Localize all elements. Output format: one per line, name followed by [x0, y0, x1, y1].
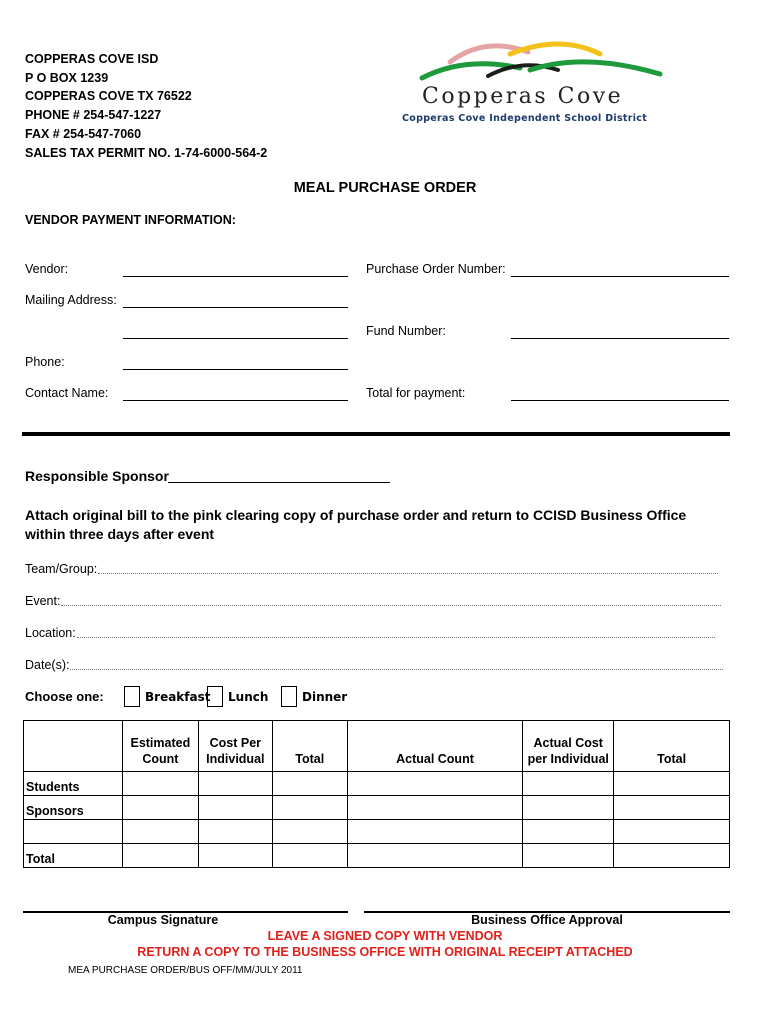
dates-row	[25, 658, 723, 672]
table-cell[interactable]	[347, 796, 523, 820]
table-row	[24, 796, 730, 820]
instructions-text: Attach original bill to the pink clearing copy of purchase order and return to CCISD Business Office within three days after event	[25, 507, 687, 542]
table-cell[interactable]	[198, 796, 272, 820]
table-cell[interactable]	[347, 820, 523, 844]
lunch-label: Lunch	[228, 690, 269, 704]
table-row	[24, 820, 730, 844]
row-label: Total	[24, 844, 123, 868]
address-line: COPPERAS COVE ISD	[25, 52, 159, 66]
table-row	[24, 772, 730, 796]
table-cell[interactable]	[614, 796, 730, 820]
table-cell[interactable]	[523, 820, 614, 844]
table-cell[interactable]	[272, 772, 347, 796]
table-cell[interactable]	[347, 772, 523, 796]
table-cell[interactable]	[198, 844, 272, 868]
row-label: Sponsors	[24, 796, 123, 820]
header-cell: Actual Count	[347, 721, 523, 772]
contact-name-field[interactable]	[123, 400, 348, 401]
choose-one-label: Choose one:	[25, 689, 104, 704]
total-payment-field[interactable]	[511, 400, 729, 401]
phone-label: Phone:	[25, 355, 65, 369]
mailing-address-field-2[interactable]	[123, 338, 348, 339]
district-address	[25, 50, 267, 162]
row-label	[24, 820, 123, 844]
table-cell[interactable]	[614, 844, 730, 868]
location-row	[25, 626, 715, 640]
table-cell[interactable]	[122, 772, 198, 796]
header-cell: Cost Per Individual	[198, 721, 272, 772]
table-cell[interactable]	[347, 844, 523, 868]
logo-name: Copperas Cove	[422, 84, 624, 109]
team-field[interactable]	[98, 573, 718, 574]
table-cell[interactable]	[122, 844, 198, 868]
district-logo	[402, 40, 690, 130]
meal-cost-table	[23, 720, 730, 868]
dates-field[interactable]	[70, 669, 723, 670]
fund-number-label: Fund Number:	[366, 324, 446, 338]
table-cell[interactable]	[198, 772, 272, 796]
po-number-label: Purchase Order Number:	[366, 262, 506, 276]
team-row	[25, 562, 718, 576]
address-line: PHONE # 254-547-1227	[25, 108, 162, 123]
address-line: FAX # 254-547-7060	[25, 126, 142, 141]
business-office-notice: RETURN A COPY TO THE BUSINESS OFFICE WITH ORIGINAL RECEIPT ATTACHED	[137, 945, 633, 959]
vendor-label: Vendor:	[25, 262, 69, 276]
business-office-signature-label: Business Office Approval	[471, 913, 623, 927]
event-field[interactable]	[61, 605, 721, 606]
table-cell[interactable]	[523, 844, 614, 868]
table-cell[interactable]	[122, 820, 198, 844]
header-cell: Total	[614, 721, 730, 772]
table-cell[interactable]	[198, 820, 272, 844]
total-payment-label: Total for payment:	[366, 386, 466, 400]
breakfast-label: Breakfast	[145, 690, 211, 704]
table-cell[interactable]	[614, 772, 730, 796]
header-cell: Total	[272, 721, 347, 772]
table-cell[interactable]	[614, 820, 730, 844]
dinner-label: Dinner	[302, 690, 348, 704]
lunch-checkbox[interactable]	[207, 686, 223, 707]
event-label: Event:	[25, 594, 61, 608]
table-cell[interactable]	[523, 796, 614, 820]
address-line: COPPERAS COVE TX 76522	[25, 89, 192, 104]
header-cell: Estimated Count	[122, 721, 198, 772]
address-line: SALES TAX PERMIT NO. 1-74-6000-564-2	[25, 145, 268, 160]
team-label: Team/Group:	[25, 562, 98, 576]
table-cell[interactable]	[122, 796, 198, 820]
table-header-row	[24, 721, 730, 772]
address-line: P O BOX 1239	[25, 70, 109, 85]
fund-number-field[interactable]	[511, 338, 729, 339]
location-field[interactable]	[77, 637, 715, 638]
header-cell: Actual Cost per Individual	[523, 721, 614, 772]
mailing-address-field[interactable]	[123, 307, 348, 308]
logo-subtitle: Copperas Cove Independent School District	[402, 113, 648, 124]
vendor-section-heading: VENDOR PAYMENT INFORMATION:	[25, 213, 236, 227]
dates-label: Date(s):	[25, 658, 70, 672]
form-footer: MEA PURCHASE ORDER/BUS OFF/MM/JULY 2011	[68, 965, 303, 976]
table-cell[interactable]	[272, 844, 347, 868]
table-row	[24, 844, 730, 868]
mailing-address-label: Mailing Address:	[25, 293, 117, 307]
form-title: MEAL PURCHASE ORDER	[293, 180, 477, 196]
table-cell[interactable]	[272, 796, 347, 820]
responsible-sponsor-field[interactable]	[168, 482, 390, 483]
dinner-checkbox[interactable]	[281, 686, 297, 707]
vendor-field[interactable]	[123, 276, 348, 277]
phone-field[interactable]	[123, 369, 348, 370]
responsible-sponsor-label: Responsible Sponsor	[25, 468, 169, 484]
po-number-field[interactable]	[511, 276, 729, 277]
breakfast-checkbox[interactable]	[124, 686, 140, 707]
table-cell[interactable]	[523, 772, 614, 796]
location-label: Location:	[25, 626, 76, 640]
header-cell	[24, 721, 123, 772]
vendor-copy-notice: LEAVE A SIGNED COPY WITH VENDOR	[267, 929, 503, 943]
row-label: Students	[24, 772, 123, 796]
table-cell[interactable]	[272, 820, 347, 844]
section-divider	[22, 432, 730, 436]
campus-signature-label: Campus Signature	[107, 913, 219, 927]
event-row	[25, 594, 721, 608]
contact-name-label: Contact Name:	[25, 386, 109, 400]
